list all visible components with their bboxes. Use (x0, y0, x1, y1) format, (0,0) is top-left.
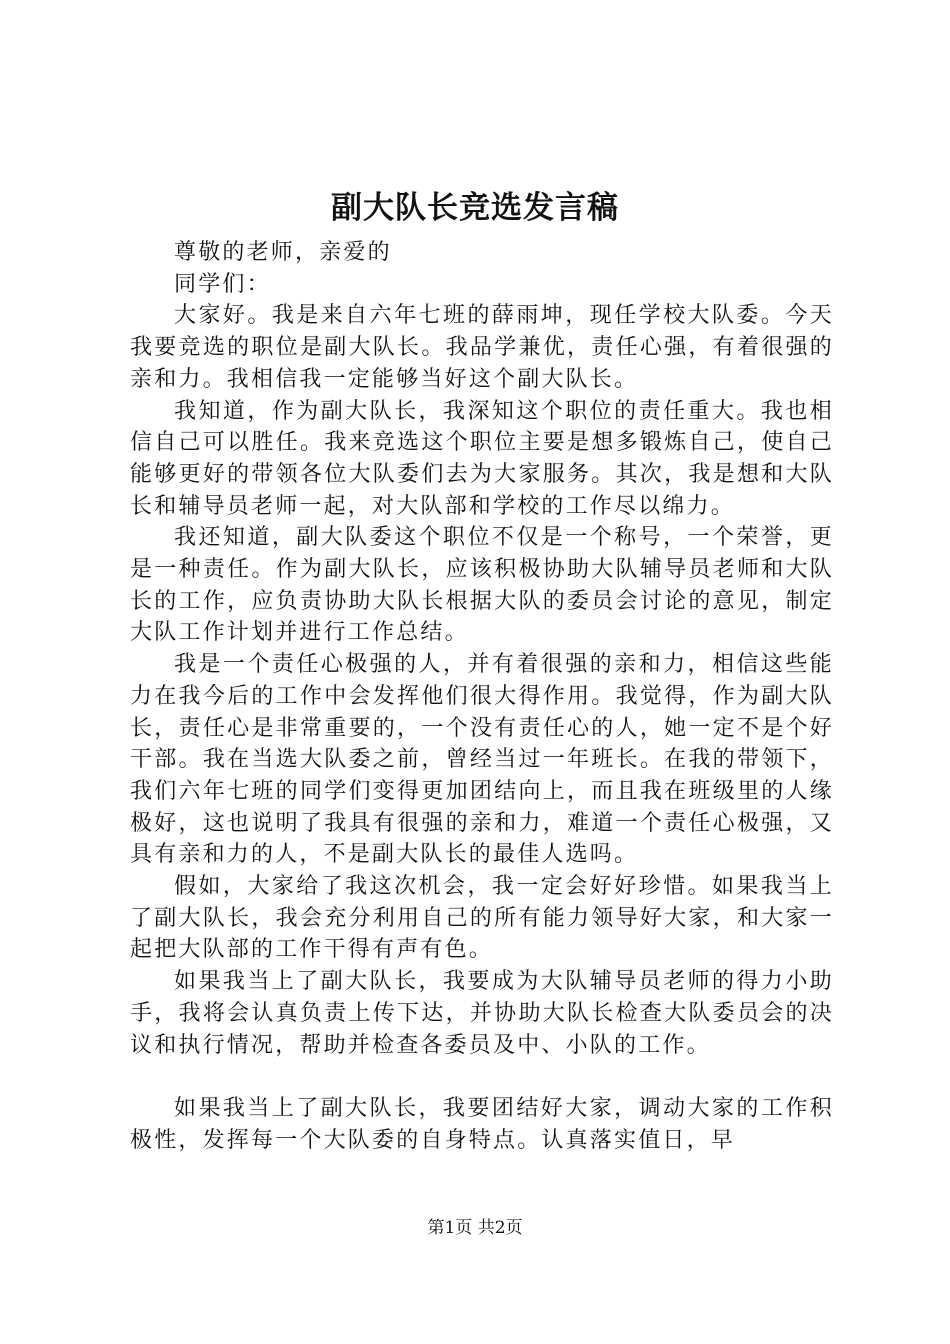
document-body (130, 237, 834, 1156)
salutation-line: 同学们： (174, 271, 271, 297)
paragraph: 我是一个责任心极强的人，并有着很强的亲和力，相信这些能力在我今后的工作中会发挥他们很大得作用。我觉得，作为副大队长，责任心是非常重要的，一个没有责任心的人，她一定不是个好干部。我在当选大队委之前，曾经当过一年班长。在我的带领下，我们六年七班的同学们变得更加团结向上，而且我在班级里的人缘极好，这也说明了我具有很强的亲和力，难道一个责任心极强，又具有亲和力的人，不是副大队长的最佳人选吗。 (130, 652, 834, 868)
paragraph: 大家好。我是来自六年七班的薛雨坤，现任学校大队委。今天我要竞选的职位是副大队长。我品学兼优，责任心强，有着很强的亲和力。我相信我一定能够当好这个副大队长。 (130, 303, 834, 392)
paragraph: 我还知道，副大队委这个职位不仅是一个称号，一个荣誉，更是一种责任。作为副大队长，应该积极协助大队辅导员老师和大队长的工作，应负责协助大队长根据大队的委员会讨论的意见，制定大队工作计划并进行工作总结。 (130, 525, 834, 646)
paragraph: 我知道，作为副大队长，我深知这个职位的责任重大。我也相信自己可以胜任。我来竞选这个职位主要是想多锻炼自己，使自己能够更好的带领各位大队委们去为大家服务。其次，我是想和大队长和辅导员老师一起，对大队部和学校的工作尽以绵力。 (130, 398, 834, 519)
paragraph: 如果我当上了副大队长，我要成为大队辅导员老师的得力小助手，我将会认真负责上传下达，并协助大队长检查大队委员会的决议和执行情况，帮助并检查各委员及中、小队的工作。 (130, 969, 834, 1058)
paragraph: 假如，大家给了我这次机会，我一定会好好珍惜。如果我当上了副大队长，我会充分利用自己的所有能力领导好大家，和大家一起把大队部的工作干得有声有色。 (130, 874, 834, 963)
document-title: 副大队长竞选发言稿 (331, 190, 619, 226)
page-number: 第1页 共2页 (427, 1218, 523, 1238)
paragraph: 如果我当上了副大队长，我要团结好大家，调动大家的工作积极性，发挥每一个大队委的自身特点。认真落实值日，早 (130, 1095, 834, 1153)
salutation-line: 尊敬的老师，亲爱的 (174, 240, 392, 265)
